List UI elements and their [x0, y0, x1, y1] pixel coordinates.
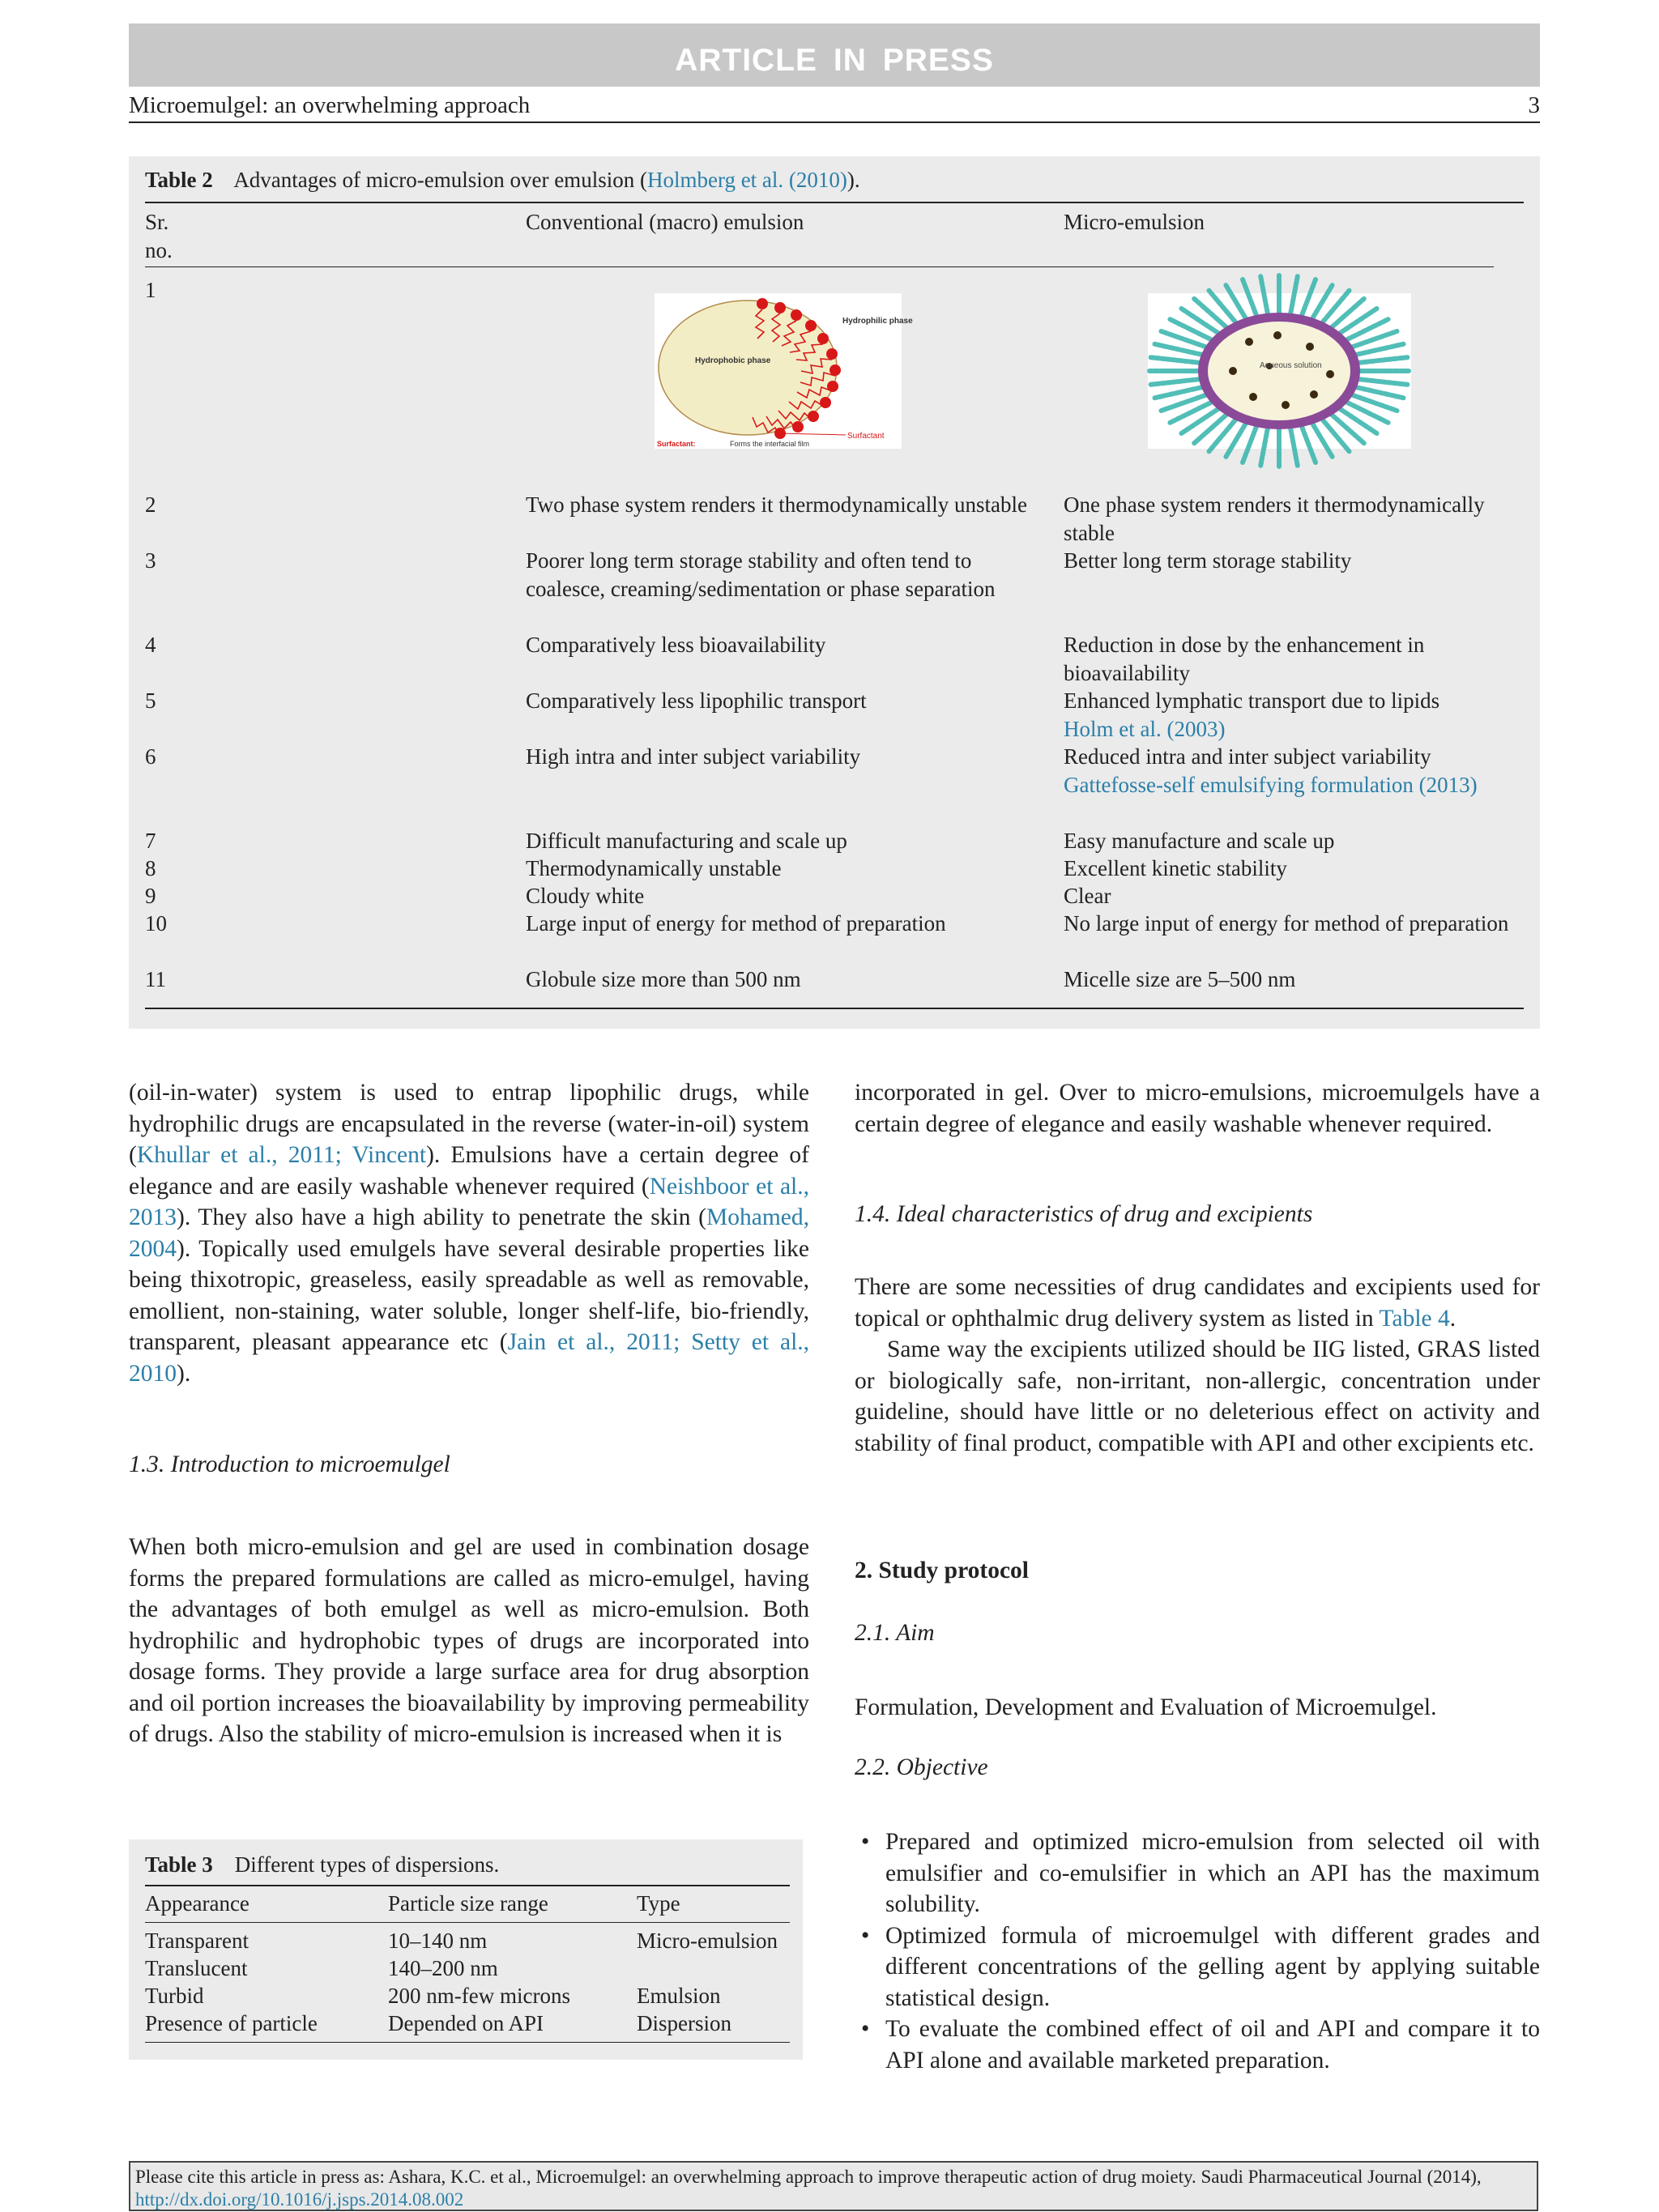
right-column-paragraph-1	[855, 1077, 1540, 1140]
text-segment: ). Topically used emulgels have several desirable properties like being thixotropic, greaseless, easily spreadable as well as removable, emollient, non-staining, water soluble, longer shelf-life, bio-friendly, transparent, pleasant appearance etc (	[129, 1235, 809, 1355]
left-column-paragraph-2	[129, 1532, 809, 1750]
table-2-header-rule	[145, 266, 1494, 267]
table-2-row-micro	[1064, 491, 1517, 548]
table-2-row-no: 8	[145, 856, 156, 880]
table-2-row-micro	[1064, 631, 1517, 688]
table-3-cell-appearance: Transparent	[145, 1929, 249, 1953]
table-3-cell-type: Dispersion	[637, 2011, 731, 2035]
surfactant-label: Surfactant	[847, 432, 885, 441]
table-3-top-rule	[145, 1885, 790, 1886]
table-2-header-micro: Micro-emulsion	[1064, 210, 1205, 234]
table-3-header-size: Particle size range	[388, 1891, 548, 1916]
table-2-caption-end: ).	[847, 168, 860, 192]
table-2-row-no: 9	[145, 884, 156, 908]
bullet-icon: •	[861, 1922, 870, 1949]
table-3-cell-size: 200 nm-few microns	[388, 1984, 570, 2008]
right-p1: incorporated in gel. Over to micro-emulsions, microemulgels have a certain degree of elegance and easily washable whenever required.	[855, 1080, 1540, 1137]
running-head-title: Microemulgel: an overwhelming approach	[129, 92, 531, 118]
objective-text: To evaluate the combined effect of oil and API and compare it to API alone and available marketed preparation.	[885, 2016, 1540, 2073]
table-2-row-micro-text: Micelle size are 5–500 nm	[1064, 967, 1296, 991]
bullet-icon: •	[861, 1829, 870, 1855]
table-2-row-micro-text: No large input of energy for method of preparation	[1064, 911, 1509, 936]
text-segment: (oil-in-water) system is used to entrap lipophilic drugs, while hydrophilic drugs are encapsulated in the reverse (water-in-oil) system (	[129, 1080, 809, 1168]
table-2-bottom-rule	[145, 1008, 1524, 1009]
doi-link[interactable]: http://dx.doi.org/10.1016/j.jsps.2014.08.002	[135, 2189, 464, 2210]
table-2-row-micro	[1064, 547, 1517, 575]
table-3-header-type: Type	[637, 1891, 680, 1916]
aqueous-solution-label: Aqueous solution	[1260, 361, 1322, 370]
table-2-row-macro: Comparatively less lipophilic transport	[526, 688, 867, 713]
table-2-row-macro: High intra and inter subject variability	[526, 744, 861, 769]
table-3-header-appearance: Appearance	[145, 1891, 249, 1916]
table-3-cell-size: 140–200 nm	[388, 1956, 498, 1980]
table-2-row-micro	[1064, 855, 1517, 883]
reference-link[interactable]: Neishboor et al., 2013	[129, 1173, 809, 1230]
table-2-row-macro: Cloudy white	[526, 884, 645, 908]
bullet-icon: •	[861, 2016, 870, 2042]
table-2-caption	[145, 168, 860, 193]
table-2-row-no: 7	[145, 829, 156, 853]
table-3-cell-appearance: Translucent	[145, 1956, 248, 1980]
table-2-header-macro: Conventional (macro) emulsion	[526, 210, 804, 234]
micelle-diagram	[1148, 293, 1411, 449]
table-2-row-macro: Difficult manufacturing and scale up	[526, 829, 847, 853]
table-3-header-rule	[145, 1922, 790, 1923]
macro-emulsion-diagram	[655, 293, 913, 449]
aim-text: Formulation, Development and Evaluation of Microemulgel.	[855, 1694, 1437, 1720]
table-2-row-micro-text: One phase system renders it thermodynamically stable	[1064, 492, 1485, 545]
right-p2-end: .	[1449, 1305, 1456, 1332]
table-3-cell-size: Depended on API	[388, 2011, 544, 2035]
table-2-label: Table 2	[145, 168, 213, 192]
table-2-row-macro: Globule size more than 500 nm	[526, 967, 801, 991]
right-p3: Same way the excipients utilized should be IIG listed, GRAS listed or biologically safe, non-irritant, non-allergic, concentration under guideline, should have little or no deleterious effect on activity and stability of final product, compatible with API and other excipients etc.	[855, 1336, 1540, 1456]
table-3	[129, 1839, 803, 2060]
table-2-row-no: 11	[145, 967, 166, 991]
table-2-row-micro-text: Reduction in dose by the enhancement in bioavailability	[1064, 633, 1425, 685]
table-3-caption-text: Different types of dispersions.	[234, 1852, 500, 1877]
table-3-cell-size: 10–140 nm	[388, 1929, 488, 1953]
right-p2	[855, 1272, 1540, 1334]
table-2-row-micro	[1064, 910, 1517, 938]
hydrophilic-label: Hydrophilic phase	[842, 317, 913, 326]
macro-emulsion-figure	[655, 293, 913, 449]
table-2-row-micro-text: Easy manufacture and scale up	[1064, 829, 1335, 853]
interfacial-film-label: Forms the interfacial film	[730, 440, 810, 448]
section-2-2-heading: 2.2. Objective	[855, 1754, 988, 1780]
table-3-label: Table 3	[145, 1852, 213, 1877]
objective-item	[855, 2014, 1540, 2076]
table-2-row-micro	[1064, 882, 1517, 910]
hydrophobic-label: Hydrophobic phase	[695, 356, 771, 365]
table-2-top-rule	[145, 202, 1524, 203]
reference-link[interactable]: Khullar et al., 2011; Vincent	[136, 1142, 427, 1168]
table-2-row-no: 5	[145, 688, 156, 713]
text-segment: ). They also have a high ability to penetrate the skin (	[177, 1204, 706, 1230]
table-2-caption-text: Advantages of micro-emulsion over emulsion (	[233, 168, 647, 192]
objective-list	[855, 1826, 1540, 2076]
table-3-cell-appearance: Presence of particle	[145, 2011, 318, 2035]
surfactant-legend-label: Surfactant:	[657, 440, 696, 448]
table-2	[129, 156, 1540, 1029]
table-2-row-macro: Thermodynamically unstable	[526, 856, 782, 880]
page-number: 3	[1528, 92, 1540, 118]
running-head	[129, 89, 1540, 123]
table-2-row-no: 4	[145, 633, 156, 657]
table-2-caption-link[interactable]: Holmberg et al. (2010)	[646, 168, 847, 192]
reference-link[interactable]: Mohamed, 2004	[129, 1204, 809, 1262]
text-segment: ).	[177, 1360, 191, 1387]
table-2-row-micro-text: Enhanced lymphatic transport due to lipids	[1064, 688, 1440, 713]
citation-text: Please cite this article in press as: Ashara, K.C. et al., Microemulgel: an overwhelming approach to improve therapeutic action of drug moiety. Saudi Pharmaceutical Journal (2014),	[135, 2167, 1482, 2187]
left-p1	[129, 1077, 809, 1389]
objective-text: Optimized formula of microemulgel with different grades and different concentrations of the gelling agent by applying suitable statistical design.	[885, 1922, 1540, 2011]
table-2-row-micro-text: Better long term storage stability	[1064, 548, 1352, 573]
table-2-row-micro-text: Clear	[1064, 884, 1111, 908]
section-2-1-heading: 2.1. Aim	[855, 1620, 935, 1646]
table-2-row-no: 2	[145, 492, 156, 517]
table-2-header-no: Sr. no.	[145, 210, 173, 262]
table-2-row-macro: Comparatively less bioavailability	[526, 633, 826, 657]
left-p2: When both micro-emulsion and gel are used in combination dosage forms the prepared formulations are called as micro-emulgel, having the advantages of both emulgel as well as micro-emulsion. Both hydrophilic and hydrophobic types of drugs are incorporated into dosage forms. They provide a large surface area for drug absorption and oil portion increases the bioavailability by improving permeability of drugs. Also the stability of micro-emulsion is increased when it is	[129, 1534, 809, 1747]
table-2-row-no: 3	[145, 548, 156, 573]
table-2-row-macro: Poorer long term storage stability and often tend to coalesce, creaming/sedimentation or phase separation	[526, 548, 996, 601]
table-2-row-macro: Large input of energy for method of preparation	[526, 911, 946, 936]
table-2-row-micro	[1064, 827, 1517, 855]
right-p2-text: There are some necessities of drug candidates and excipients used for topical or ophthalmic drug delivery system as listed in	[855, 1274, 1540, 1332]
table-2-row-1-no: 1	[145, 278, 156, 302]
section-2-heading: 2. Study protocol	[855, 1558, 1029, 1583]
table-4-link[interactable]: Table 4	[1379, 1305, 1450, 1332]
left-column-paragraph-1	[129, 1077, 809, 1389]
objective-item	[855, 1920, 1540, 2014]
right-column-paragraph-2	[855, 1272, 1540, 1459]
table-2-row-micro	[1064, 743, 1517, 799]
table-2-row-reference-link[interactable]: Gattefosse-self emulsifying formulation (2013)	[1064, 773, 1478, 797]
citation-box	[129, 2161, 1538, 2211]
text-segment: ). Emulsions have a certain degree of elegance and are easily washable whenever required (	[129, 1142, 809, 1200]
table-3-bottom-rule	[145, 2042, 790, 2043]
table-2-row-no: 10	[145, 911, 167, 936]
reference-link[interactable]: Jain et al., 2011; Setty et al., 2010	[129, 1329, 810, 1387]
table-2-row-micro	[1064, 687, 1517, 744]
section-1-4-heading: 1.4. Ideal characteristics of drug and excipients	[855, 1201, 1313, 1227]
table-2-row-no: 6	[145, 744, 156, 769]
article-in-press-banner: ARTICLE IN PRESS	[129, 23, 1540, 87]
table-2-row-micro-text: Reduced intra and inter subject variability	[1064, 744, 1431, 769]
table-3-cell-type: Micro-emulsion	[637, 1929, 778, 1953]
table-3-caption	[145, 1852, 499, 1877]
table-2-row-micro	[1064, 965, 1517, 994]
objective-item	[855, 1826, 1540, 1920]
table-3-cell-appearance: Turbid	[145, 1984, 204, 2008]
table-2-row-macro: Two phase system renders it thermodynamically unstable	[526, 492, 1027, 517]
objective-text: Prepared and optimized micro-emulsion from selected oil with emulsifier and co-emulsifier in which an API has the maximum solubility.	[885, 1829, 1540, 1917]
table-3-cell-type: Emulsion	[637, 1984, 721, 2008]
micro-emulsion-figure	[1148, 293, 1411, 449]
table-2-row-reference-link[interactable]: Holm et al. (2003)	[1064, 717, 1226, 741]
table-2-row-micro-text: Excellent kinetic stability	[1064, 856, 1287, 880]
section-1-3-heading: 1.3. Introduction to microemulgel	[129, 1451, 450, 1477]
